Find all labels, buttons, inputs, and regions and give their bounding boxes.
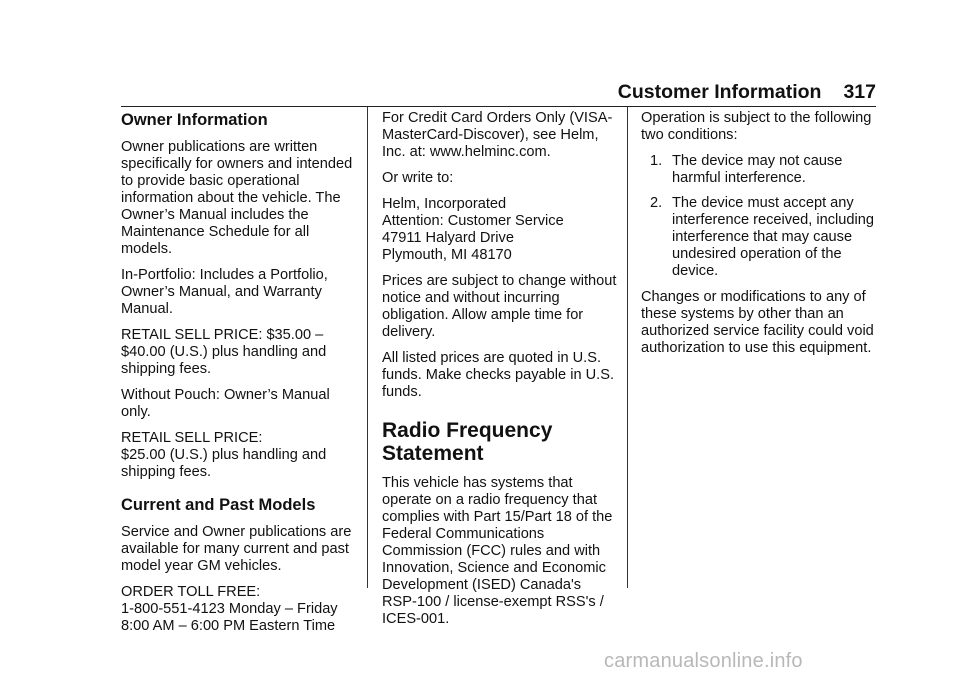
list-number: 2.: [650, 195, 663, 211]
list-number: 1.: [650, 153, 663, 169]
without-pouch-paragraph: Without Pouch: Owner’s Manual only.: [121, 387, 330, 420]
phone-hours: 1-800-551-4123 Monday – Friday: [121, 601, 338, 617]
page-header: [600, 80, 876, 104]
radio-frequency-paragraph: This vehicle has systems that operate on a radio frequency that complies with Part 15/Part 18 of the Federal Communications Commission (FCC) rules and with Innovation, Science and Economic Development (ISED) Canada's RSP-100 / license-exempt RSS's / ICES-001.: [382, 475, 613, 627]
models-paragraph: Service and Owner publications are available for many current and past model year GM vehicles.: [121, 524, 352, 574]
header-rule: [121, 106, 876, 107]
prices-paragraph: Prices are subject to change without notice and without incurring obligation. Allow ample time for delivery.: [382, 273, 617, 340]
time-hours: 8:00 AM – 6:00 PM Eastern Time: [121, 618, 336, 634]
funds-paragraph: All listed prices are quoted in U.S. funds. Make checks payable in U.S. funds.: [382, 350, 614, 400]
price-value: $25.00 (U.S.) plus handling and shipping fees.: [121, 447, 327, 480]
address-line: Plymouth, MI 48170: [382, 247, 512, 263]
address-line: Attention: Customer Service: [382, 213, 564, 229]
current-past-models-heading: Current and Past Models: [121, 496, 316, 514]
portfolio-price-paragraph: RETAIL SELL PRICE: $35.00 – $40.00 (U.S.) plus handling and shipping fees.: [121, 327, 327, 377]
list-item: [641, 153, 879, 187]
section-title: Customer Information: [617, 81, 822, 103]
address-line: Helm, Incorporated: [382, 196, 507, 212]
list-text: The device may not cause harmful interference.: [672, 153, 843, 186]
column-2: [382, 110, 618, 637]
column-1: [121, 110, 353, 644]
list-text: The device must accept any interference received, including interference that may cause undesired operation of the device.: [672, 195, 874, 279]
order-info: [121, 584, 353, 635]
owner-information-heading: Owner Information: [121, 111, 268, 129]
watermark: carmanualsonline.info: [604, 650, 803, 672]
operation-paragraph: Operation is subject to the following two conditions:: [641, 110, 872, 143]
list-item: [641, 195, 879, 280]
page-number: 317: [843, 81, 876, 103]
changes-paragraph: Changes or modifications to any of these systems by other than an authorized service facility could void authorization to use this equipment.: [641, 289, 874, 356]
column-divider: [627, 107, 628, 588]
price-label: RETAIL SELL PRICE:: [121, 430, 263, 446]
credit-card-paragraph: For Credit Card Orders Only (VISA-MasterCard-Discover), see Helm, Inc. at: www.helminc.com.: [382, 110, 613, 160]
radio-frequency-heading: Radio Frequency Statement: [382, 419, 553, 465]
write-to-text: Or write to:: [382, 170, 454, 186]
conditions-list: [641, 153, 879, 280]
pouch-price-paragraph: [121, 430, 353, 481]
column-divider: [367, 107, 368, 588]
order-label: ORDER TOLL FREE:: [121, 584, 261, 600]
owner-paragraph: Owner publications are written specifically for owners and intended to provide basic operational information about the vehicle. The Owner’s Manual includes the Maintenance Schedule for all models.: [121, 139, 353, 257]
mailing-address: [382, 196, 618, 264]
address-line: 47911 Halyard Drive: [382, 230, 514, 246]
portfolio-paragraph: In-Portfolio: Includes a Portfolio, Owner’s Manual, and Warranty Manual.: [121, 267, 328, 317]
column-3: [641, 110, 879, 366]
